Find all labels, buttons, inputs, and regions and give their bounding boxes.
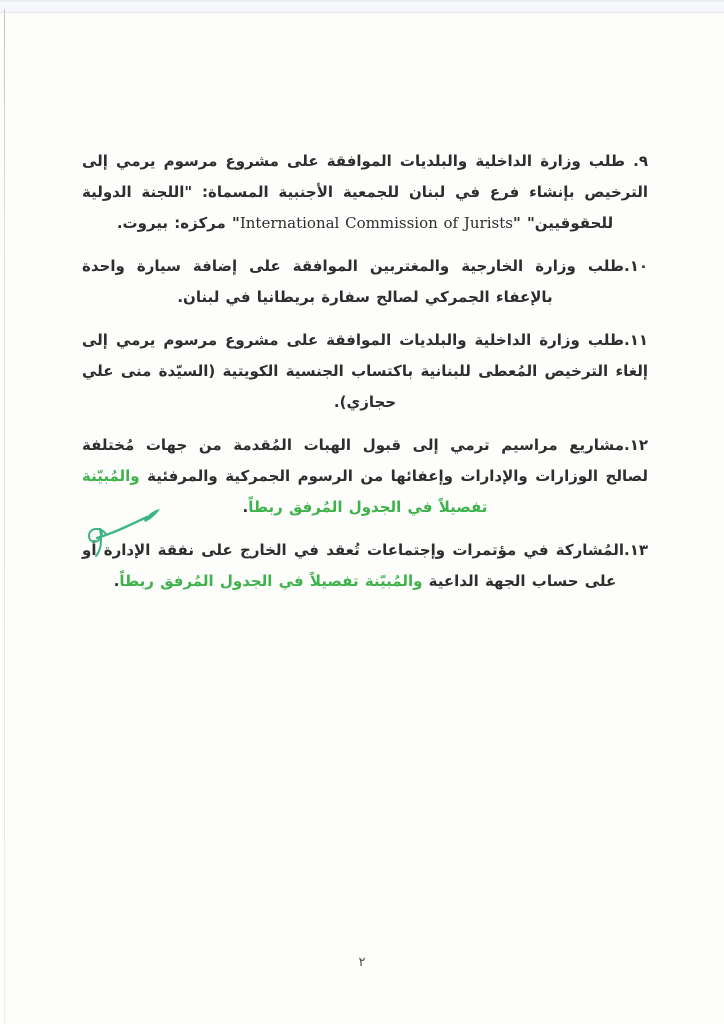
item-text-arabic: طلب وزارة الداخلية والبلديات الموافقة على مشروع مرسوم يرمي إلى إلغاء الترخيص المُعطى للبنانية باكتساب الجنسية الكويتية (السيّدة منى علي حجازي). (82, 331, 648, 411)
page-number: ٢ (358, 955, 366, 970)
item-text-green: والمُبيّنة تفصيلاً في الجدول المُرفق ربطاً (119, 572, 423, 590)
scan-edge-top (0, 0, 724, 13)
list-item-10 (82, 251, 648, 313)
item-text-latin: International Commission of Jurists (239, 214, 513, 232)
list-item-9 (82, 146, 648, 239)
item-text-arabic: المُشاركة في مؤتمرات وإجتماعات تُعقد في الخارج على نفقة الإدارة أو على حساب الجهة الداعية (82, 541, 624, 590)
item-number: ١٢. (623, 436, 648, 454)
document-body (82, 146, 648, 609)
scan-edge-left (4, 9, 5, 1024)
item-number: ١٣. (623, 541, 648, 559)
item-text-green: والمُبيّنة تفصيلاً في الجدول المُرفق ربطاً (82, 467, 488, 516)
list-item-12 (82, 430, 648, 523)
item-text-arabic-2: " مركزه: بيروت. (116, 214, 240, 232)
item-number: ٩. (633, 152, 648, 170)
pen-signature-mark-icon (84, 504, 164, 560)
item-number: ١١. (623, 331, 648, 349)
item-text-tail: . (242, 498, 249, 516)
item-text-tail: . (113, 572, 120, 590)
item-text-arabic: طلب وزارة الخارجية والمغتربين الموافقة على إضافة سيارة واحدة بالإعفاء الجمركي لصالح سفارة بريطانيا في لبنان. (82, 257, 624, 306)
list-item-13 (82, 535, 648, 597)
item-text-arabic: طلب وزارة الداخلية والبلديات الموافقة على مشروع مرسوم يرمي إلى الترخيص بإنشاء فرع في لبنان للجمعية الأجنبية المسماة: "اللجنة الدولية للحقوقيين" " (82, 152, 648, 232)
item-number: ١٠. (623, 257, 648, 275)
list-item-11 (82, 325, 648, 418)
item-text-arabic: مشاريع مراسيم ترمي إلى قبول الهبات المُقدمة من جهات مُختلفة لصالح الوزارات والإدارات وإعفائها من الرسوم الجمركية والمرفئية (82, 436, 648, 485)
